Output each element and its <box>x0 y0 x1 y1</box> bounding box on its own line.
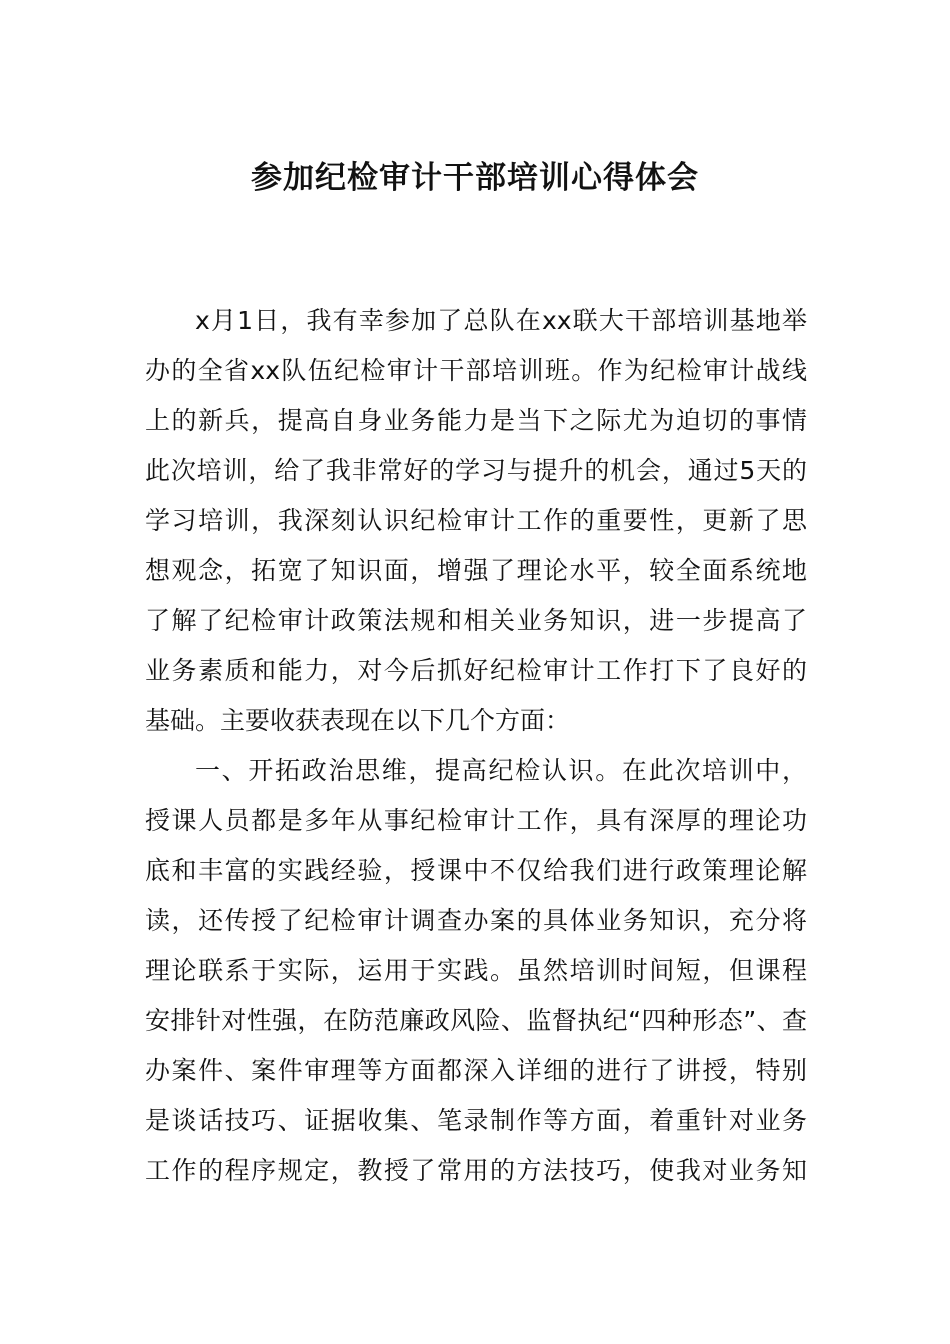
body-text-line: 了解了纪检审计政策法规和相关业务知识，进一步提高了 <box>145 606 807 635</box>
body-text-line: 办案件、案件审理等方面都深入详细的进行了讲授，特别 <box>145 1056 807 1085</box>
body-text-line: 基础。主要收获表现在以下几个方面： <box>145 706 571 735</box>
body-text-line: x月1日，我有幸参加了总队在xx联大干部培训基地举 <box>195 306 807 335</box>
body-text-line: 想观念，拓宽了知识面，增强了理论水平，较全面系统地 <box>145 556 807 585</box>
body-text-line: 是谈话技巧、证据收集、笔录制作等方面，着重针对业务 <box>145 1106 807 1135</box>
body-text-line: 工作的程序规定，教授了常用的方法技巧，使我对业务知 <box>145 1156 807 1185</box>
document-title: 参加纪检审计干部培训心得体会 <box>251 160 699 196</box>
body-text-line: 学习培训，我深刻认识纪检审计工作的重要性，更新了思 <box>145 506 807 535</box>
body-text-line: 授课人员都是多年从事纪检审计工作，具有深厚的理论功 <box>145 806 807 835</box>
body-text-line: 底和丰富的实践经验，授课中不仅给我们进行政策理论解 <box>145 856 807 885</box>
body-text-line: 一、开拓政治思维，提高纪检认识。在此次培训中， <box>195 756 807 785</box>
body-text-line: 理论联系于实际，运用于实践。虽然培训时间短，但课程 <box>145 956 807 985</box>
body-text-line: 安排针对性强，在防范廉政风险、监督执纪“四种形态”、查 <box>145 1006 807 1035</box>
body-text-line: 读，还传授了纪检审计调查办案的具体业务知识，充分将 <box>145 906 807 935</box>
body-text-line: 此次培训，给了我非常好的学习与提升的机会，通过5天的 <box>145 456 807 485</box>
document-body <box>145 296 807 1196</box>
body-text-line: 办的全省xx队伍纪检审计干部培训班。作为纪检审计战线 <box>145 356 807 385</box>
body-text-line: 业务素质和能力，对今后抓好纪检审计工作打下了良好的 <box>145 656 807 685</box>
body-text-line: 上的新兵，提高自身业务能力是当下之际尤为迫切的事情 <box>145 406 807 435</box>
